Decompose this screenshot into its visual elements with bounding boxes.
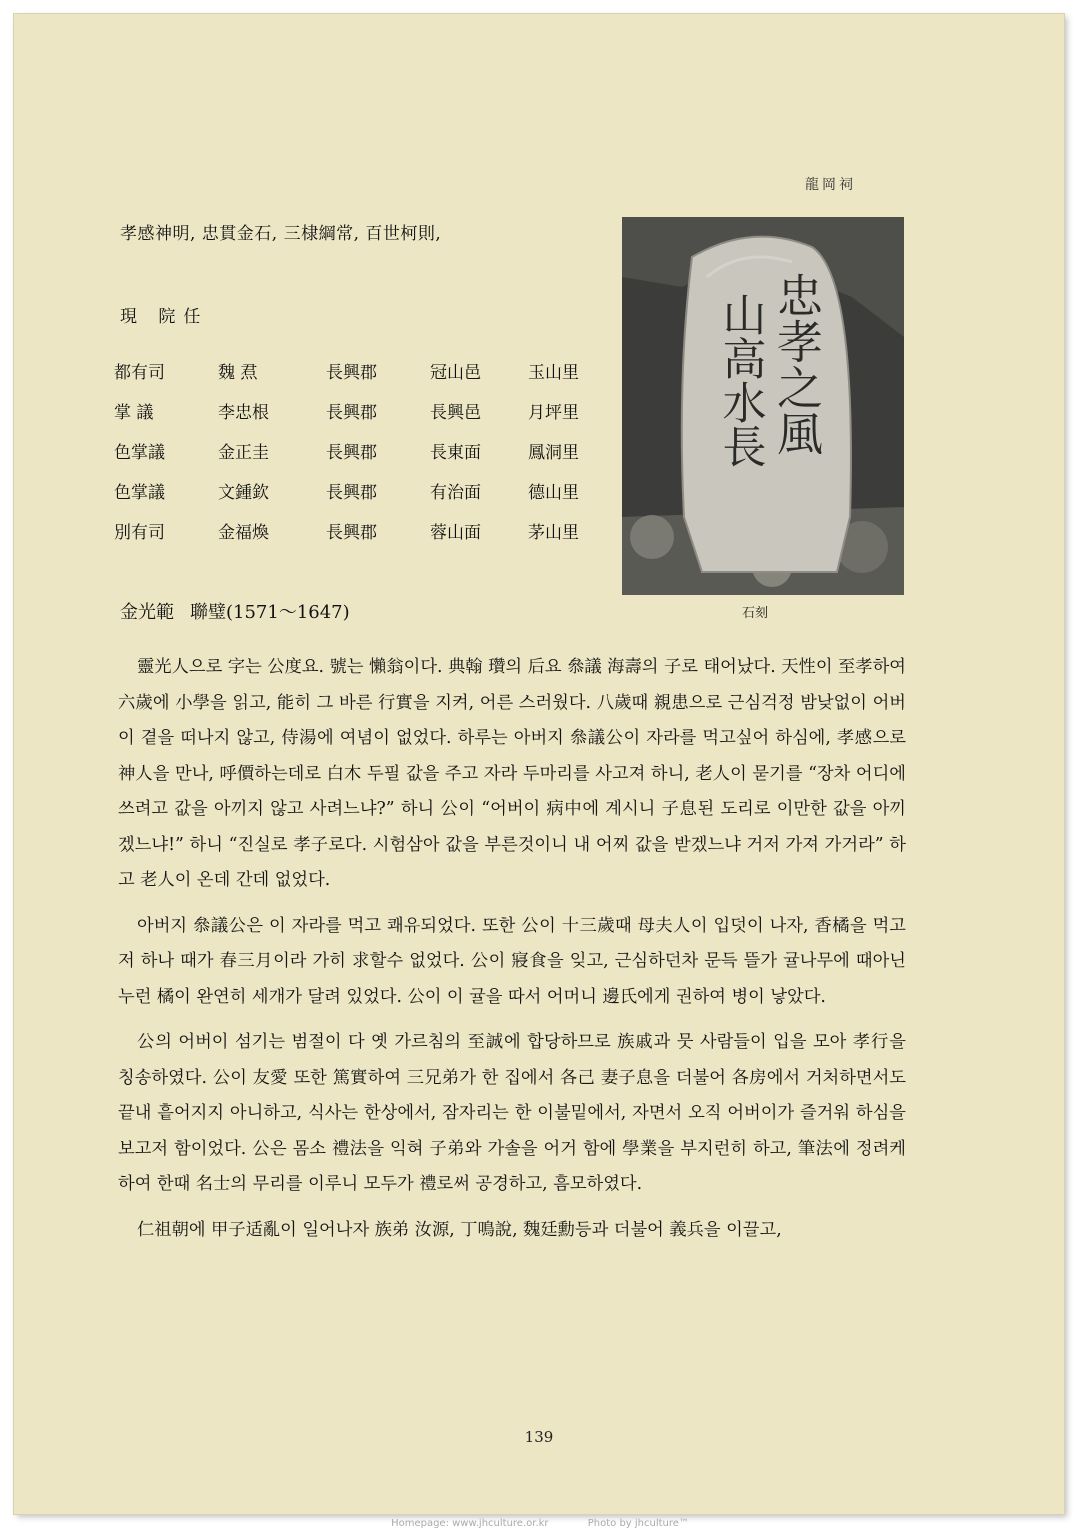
table-cell: 長興郡: [326, 402, 377, 423]
table-cell: 掌 議: [114, 402, 154, 423]
table-cell: 長興郡: [326, 482, 377, 503]
table-cell: 鳳洞里: [528, 442, 579, 463]
table-cell: 蓉山面: [430, 522, 481, 543]
person-heading: [120, 598, 350, 624]
motto-line: 孝感神明, 忠貫金石, 三棣綱常, 百世柯則,: [120, 224, 442, 244]
table-cell: 玉山里: [528, 362, 579, 383]
image-footer: [0, 1518, 1080, 1529]
paragraph: 公의 어버이 섬기는 범절이 다 옛 가르침의 至誠에 합당하므로 族戚과 뭇 사람들이 입을 모아 孝行을 칭송하였다. 公이 友愛 또한 篤實하여 三兄弟가 한 집에서 各己 妻子息을 더불어 各房에서 거처하면서도 끝내 흩어지지 아니하고, 식사는 한상에서, 잠자리는 한 이불밑에서, 자면서 오직 어버이가 즐거워 하심을 보고저 함이었다. 公은 몸소 禮法을 익혀 子弟와 가솔을 어거 함에 學業을 부지런히 하고, 筆法에 정려케하여 한때 名士의 무리를 이루니 모두가 禮로써 공경하고, 흠모하였다.: [118, 1032, 906, 1194]
table-cell: 茅山里: [528, 522, 579, 543]
photo-credit: Photo by jhculture™: [587, 1518, 689, 1529]
table-row: [114, 350, 598, 390]
table-cell: 長東面: [430, 442, 481, 463]
table-row: [114, 470, 598, 510]
page-number: 139: [524, 1428, 554, 1446]
stone-inscription-photo: [622, 217, 904, 595]
table-row: [114, 390, 598, 430]
table-cell: 金正圭: [218, 442, 269, 463]
inscription-column-left: 山高水長: [714, 292, 766, 468]
table-row: [114, 430, 598, 470]
homepage-credit: Homepage: www.jhculture.or.kr: [391, 1518, 549, 1529]
person-name: 金光範: [120, 602, 174, 623]
table-cell: 都有司: [114, 362, 165, 383]
table-cell: 有治面: [430, 482, 481, 503]
table-cell: 金福煥: [218, 522, 269, 543]
roster-title: 現 院任: [120, 307, 209, 327]
table-cell: 色掌議: [114, 442, 165, 463]
book-page: [14, 14, 1064, 1514]
paragraph: 靈光人으로 字는 公度요. 號는 懶翁이다. 典翰 瓚의 后요 叅議 海壽의 子로 태어났다. 天性이 至孝하여 六歲에 小學을 읽고, 能히 그 바른 行實을 지켜, 어른 스러웠다. 八歲때 親患으로 근심걱정 밤낮없이 어버이 곁을 떠나지 않고, 侍湯에 여념이 없었다. 하루는 아버지 叅議公이 자라를 먹고싶어 하심에, 孝感으로 神人을 만나, 呼價하는데로 白木 두필 값을 주고 자라 두마리를 사고져 하니, 老人이 묻기를 “장차 어디에 쓰려고 값을 아끼지 않고 사려느냐?” 하니 公이 “어버이 病中에 계시니 子息된 도리로 이만한 값을 아끼겠느냐!” 하니 “진실로 孝子로다. 시험삼아 값을 부른것이니 내 어찌 값을 받겠느냐 거저 가져 가거라” 하고 老人이 온데 간데 없었다.: [118, 657, 906, 890]
photo-caption: 石刻: [742, 606, 769, 621]
table-cell: 別有司: [114, 522, 165, 543]
stone-monument-image: [622, 217, 904, 595]
table-cell: 長興邑: [430, 402, 481, 423]
table-cell: 長興郡: [326, 522, 377, 543]
table-cell: 李忠根: [218, 402, 269, 423]
table-cell: 長興郡: [326, 362, 377, 383]
inscription-column-right: 忠孝之風: [770, 272, 824, 456]
running-title: 龍岡祠: [805, 177, 856, 193]
person-title: 聯璧: [190, 602, 226, 623]
table-cell: 色掌議: [114, 482, 165, 503]
person-years: (1571～1647): [226, 602, 350, 623]
paragraph: 아버지 叅議公은 이 자라를 먹고 쾌유되었다. 또한 公이 十三歲때 母夫人이 입덧이 나자, 香橘을 먹고저 하나 때가 春三月이라 가히 求할수 없었다. 公이 寢食을 잊고, 근심하던차 문득 뜰가 귤나무에 때아닌 누런 橘이 완연히 세개가 달려 있었다. 公이 이 귤을 따서 어머니 邊氏에게 권하여 병이 낳았다.: [118, 915, 906, 1007]
table-row: [114, 510, 598, 550]
paragraph: 仁祖朝에 甲子适亂이 일어나자 族弟 汝源, 丁鳴說, 魏廷勳등과 더불어 義兵을 이끌고,: [137, 1219, 782, 1240]
table-cell: 長興郡: [326, 442, 377, 463]
table-cell: 冠山邑: [430, 362, 481, 383]
roster-table: [114, 350, 598, 550]
table-cell: 德山里: [528, 482, 579, 503]
biography-text: [118, 650, 906, 1258]
table-cell: 月坪里: [528, 402, 579, 423]
table-cell: 文鍾欽: [218, 482, 269, 503]
table-cell: 魏 焄: [218, 362, 258, 383]
